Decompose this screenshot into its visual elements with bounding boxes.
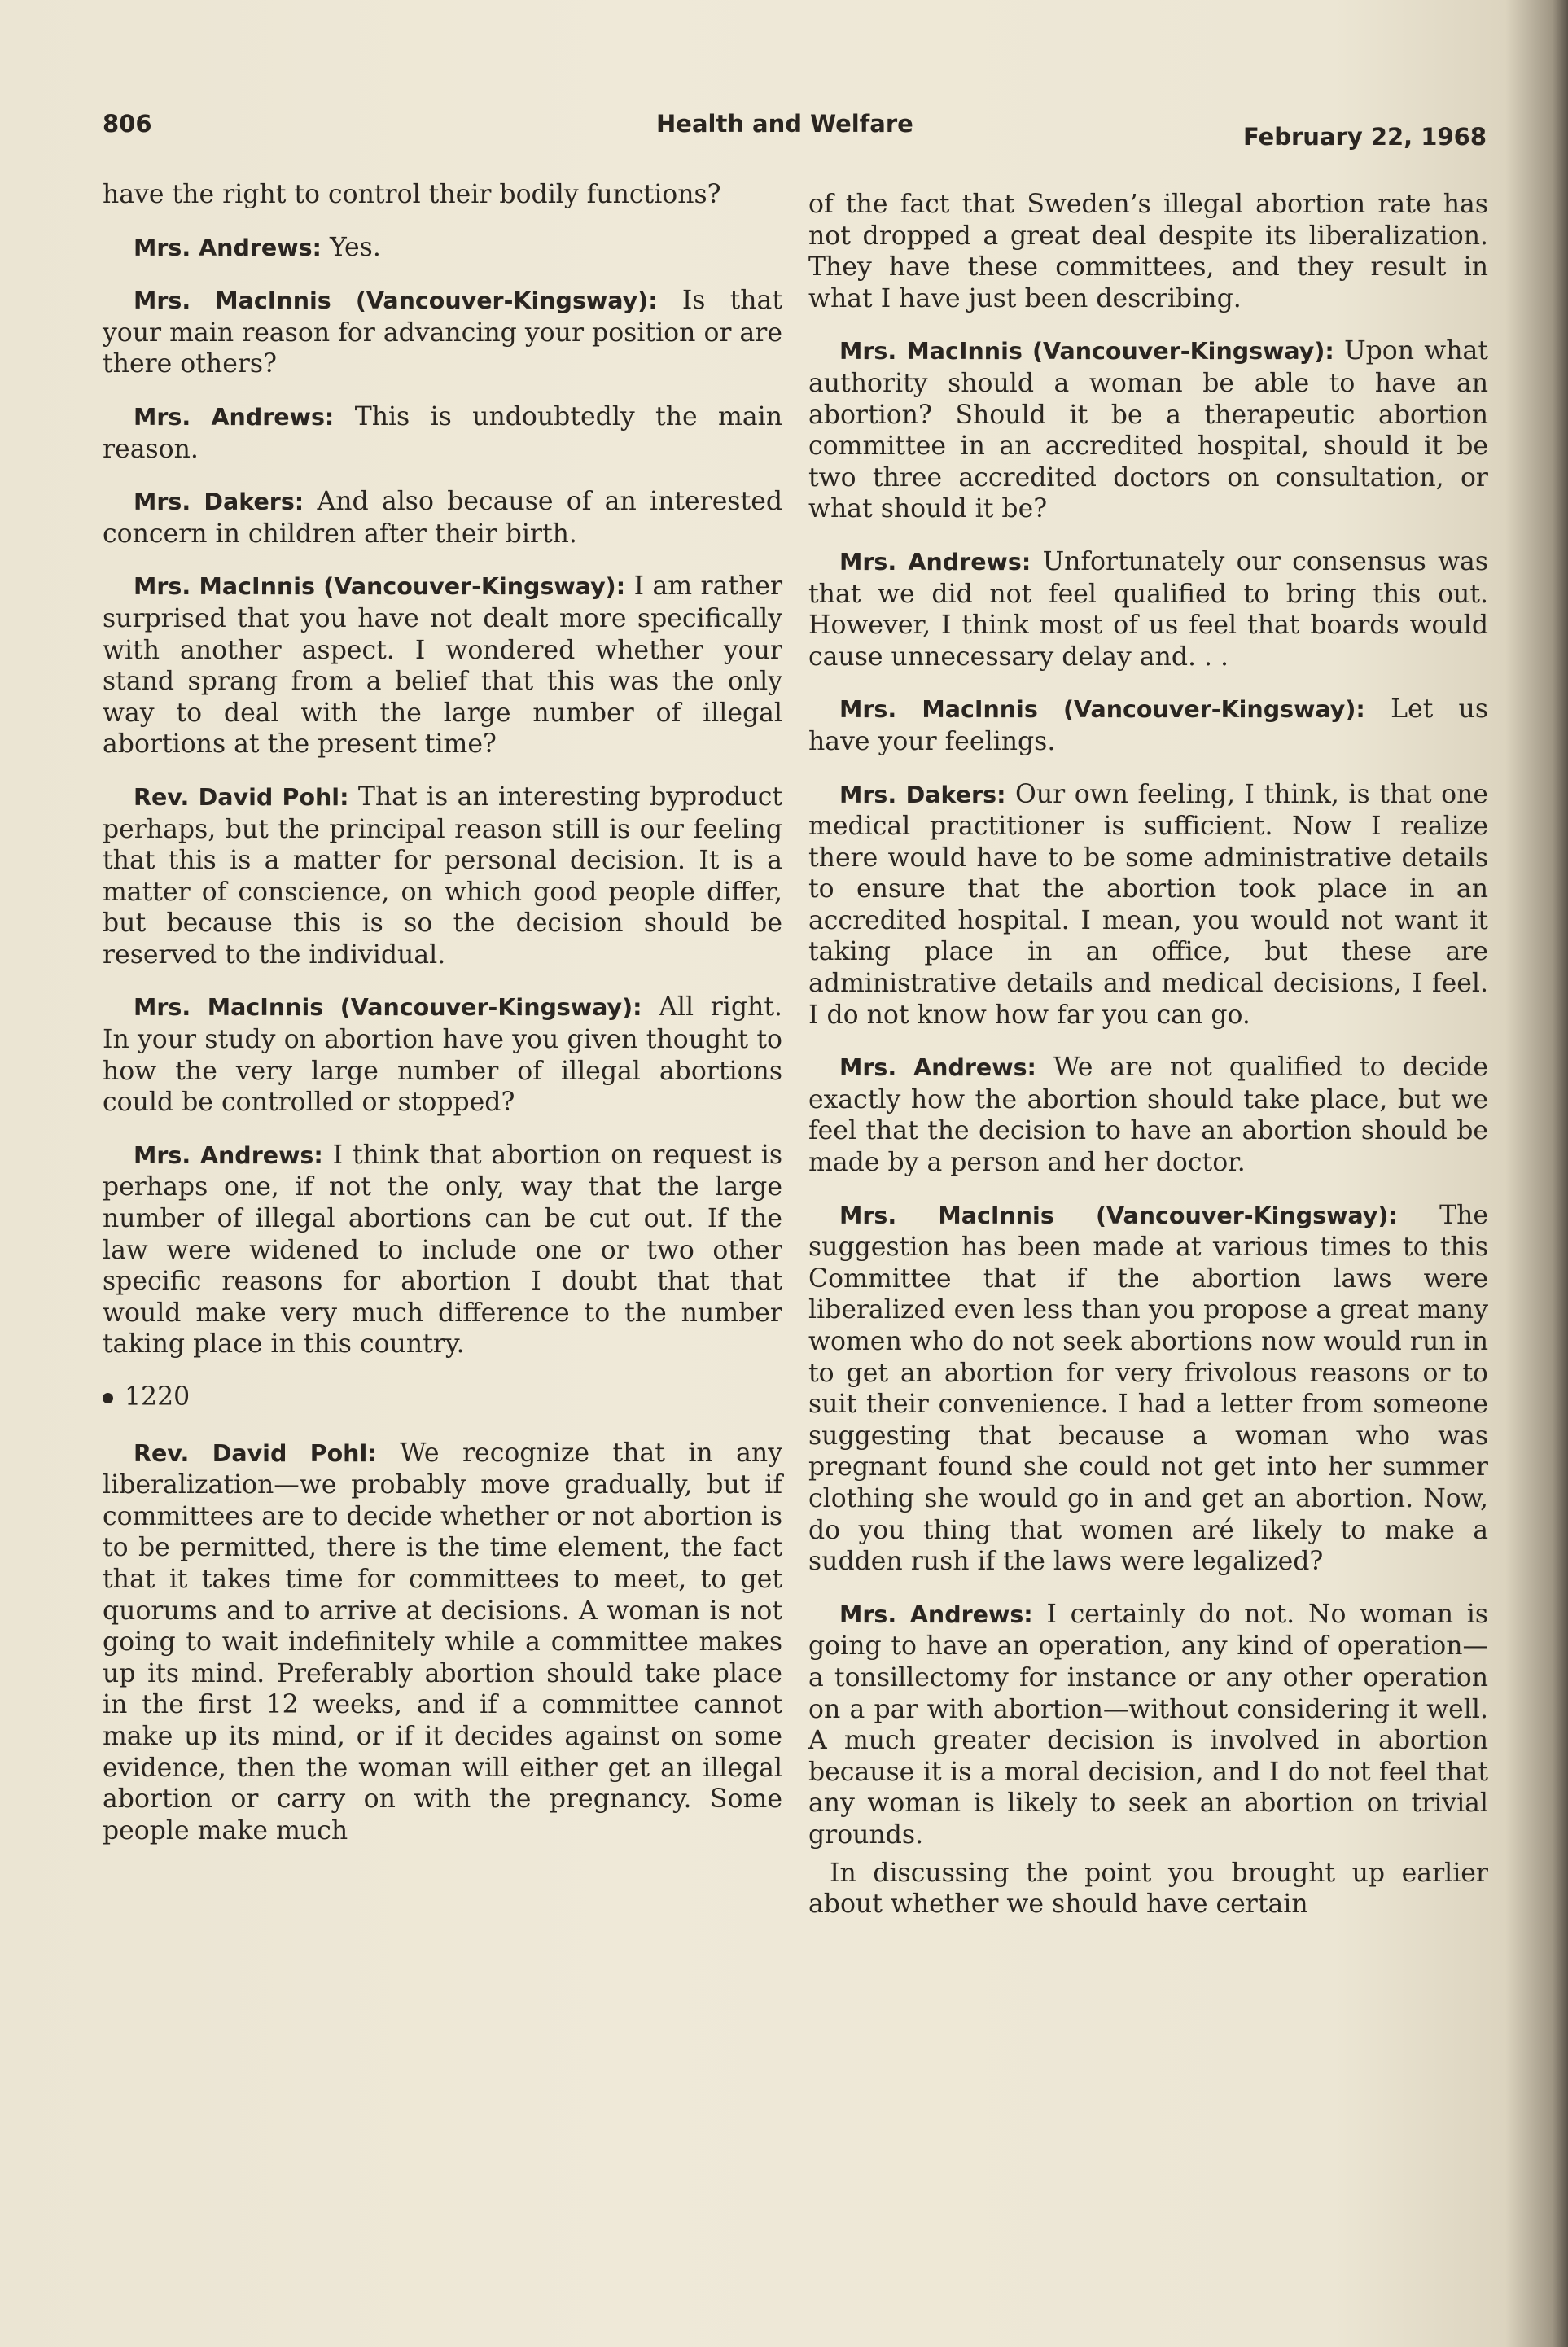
paragraph-text: This is undoubtedly the main reason.: [103, 401, 783, 464]
paragraph-text: Is that your main reason for advancing your position or are there others?: [103, 286, 782, 379]
paragraph: [808, 335, 1488, 525]
speaker-name: Mrs. Andrews:: [134, 403, 335, 431]
page-number: 806: [103, 110, 152, 138]
paragraph: [103, 1438, 782, 1847]
paragraph-text: Let us have your feelings.: [808, 694, 1489, 756]
speaker-name: Mrs. Andrews:: [839, 1600, 1033, 1628]
speaker-name: Mrs. MacInnis (Vancouver-Kingsway):: [134, 994, 642, 1022]
paragraph: [103, 232, 782, 265]
paragraph: [808, 1200, 1488, 1578]
paragraph-text: Yes.: [329, 232, 381, 262]
speaker-name: Mrs. MacInnis (Vancouver-Kingsway):: [134, 573, 626, 601]
speaker-name: Mrs. Dakers:: [134, 488, 304, 516]
paragraph-text: In discussing the point you brought up earlier about whether we should have certain: [808, 1858, 1488, 1920]
paragraph: [808, 1599, 1488, 1851]
speaker-name: Mrs. Andrews:: [134, 234, 322, 261]
paragraph-text: All right. In your study on abortion have you given thought to how the very large number of illegal abortions could be controlled or stopped?: [103, 992, 782, 1118]
paragraph-text: Our own feeling, I think, is that one medical practitioner is sufficient. Now I realize there would have to be some administrative details to ensure that the abortion took place in an accredited hospital. I mean, you would not want it taking place in an office, but these are administrative details and medical decisions, I feel. I do not know how far you can go.: [808, 779, 1488, 1030]
paragraph: [808, 1858, 1488, 1920]
speaker-name: Mrs. Andrews:: [839, 1054, 1036, 1082]
paragraph: [808, 779, 1488, 1031]
paragraph: [103, 179, 782, 211]
paragraph: [103, 992, 782, 1118]
paragraph: [103, 782, 782, 971]
paragraph-text: And also because of an interested concern in children after their birth.: [103, 487, 782, 549]
speaker-name: Mrs. Andrews:: [134, 1141, 323, 1169]
paragraph-text: We recognize that in any liberalization—we probably move gradually, but if committees are to decide whether or not abortion is to be permitted, there is the time element, the fact that it takes time for committees to meet, to get quorums and to arrive at decisions. A woman is not going to wait indefinitely while a committee makes up its mind. Preferably abortion should take place in the first 12 weeks, and if a committee cannot make up its mind, or if it decides against on some evidence, then the woman will either get an illegal abortion or carry on with the pregnancy. Some people make much: [103, 1438, 783, 1846]
time-marker-label: 1220: [125, 1382, 191, 1412]
paragraph-text: We are not qualified to decide exactly how the abortion should take place, but we feel that the decision to have an abortion should be made by a person and her doctor.: [808, 1053, 1488, 1178]
paragraph-text: Unfortunately our consensus was that we did not feel qualified to bring this out. However, I think most of us feel that boards would cause unnecessary delay and. . .: [808, 546, 1489, 672]
paragraph-text: I certainly do not. No woman is going to have an operation, any kind of operation—a tonsillectomy for instance or any other operation on a par with abortion—without considering it well. A much greater decision is involved in abortion because it is a moral decision, and I do not feel that any woman is likely to seek an abortion on trivial grounds.: [808, 1599, 1489, 1850]
paragraph: [103, 571, 782, 760]
paragraph: [103, 401, 782, 465]
paragraph-text: The suggestion has been made at various times to this Committee that if the abortion laws were liberalized even less than you propose a great many women who do not seek abortions now would run in to get an abortion for very frivolous reasons or to suit their convenience. I had a letter from someone suggesting that because a woman who was pregnant found she could not get into her summer clothing she would go in and get an abortion. Now, do you thing that women aré likely to make a sudden rush if the laws were legalized?: [808, 1200, 1489, 1577]
speaker-name: Mrs. MacInnis (Vancouver-Kingsway):: [839, 1202, 1398, 1229]
speaker-name: Mrs. Andrews:: [839, 548, 1031, 576]
paragraph-text: have the right to control their bodily functions?: [103, 180, 721, 209]
page-header: [103, 110, 1487, 159]
speaker-name: Mrs. MacInnis (Vancouver-Kingsway):: [839, 696, 1365, 724]
paragraph: [808, 189, 1488, 314]
paragraph-text: That is an interesting byproduct perhaps, but the principal reason still is our feeling that this is a matter for personal decision. It is a matter of conscience, on which good people differ, but because this is so the decision should be reserved to the individual.: [103, 782, 782, 970]
paragraph-text: I think that abortion on request is perhaps one, if not the only, way that the large number of illegal abortions can be cut out. If the law were widened to include one or two other specific reasons for abortion I doubt that that would make very much difference to the number taking place in this country.: [103, 1140, 783, 1360]
paragraph: [808, 694, 1488, 757]
bullet-icon: [103, 1393, 113, 1403]
speaker-name: Rev. David Pohl:: [134, 1439, 377, 1467]
right-column: [808, 189, 1488, 1920]
paragraph: [103, 486, 782, 550]
paragraph: [103, 285, 782, 380]
paragraph-text: of the fact that Sweden’s illegal abortion rate has not dropped a great deal despite its liberalization. They have these committees, and they result in what I have just been describing.: [808, 190, 1488, 313]
speaker-name: Mrs. Dakers:: [839, 781, 1006, 808]
running-title: Health and Welfare: [656, 110, 913, 138]
paragraph: [808, 546, 1488, 672]
time-marker: [103, 1381, 782, 1413]
speaker-name: Rev. David Pohl:: [134, 783, 349, 811]
paragraph: [103, 1140, 782, 1360]
speaker-name: Mrs. MacInnis (Vancouver-Kingsway):: [839, 338, 1334, 366]
speaker-name: Mrs. MacInnis (Vancouver-Kingsway):: [134, 287, 658, 315]
page-date: February 22, 1968: [1242, 123, 1487, 151]
paragraph: [808, 1052, 1488, 1178]
paragraph-text: Upon what authority should a woman be able to have an abortion? Should it be a therapeutic abortion committee in an accredited hospital, should it be two three accredited doctors on consultation, or what should it be?: [808, 336, 1488, 524]
paragraph-text: I am rather surprised that you have not dealt more specifically with another aspect. I wondered whether your stand sprang from a belief that this was the only way to deal with the large number of illegal abortions at the present time?: [103, 571, 783, 760]
left-column: [103, 179, 782, 1868]
